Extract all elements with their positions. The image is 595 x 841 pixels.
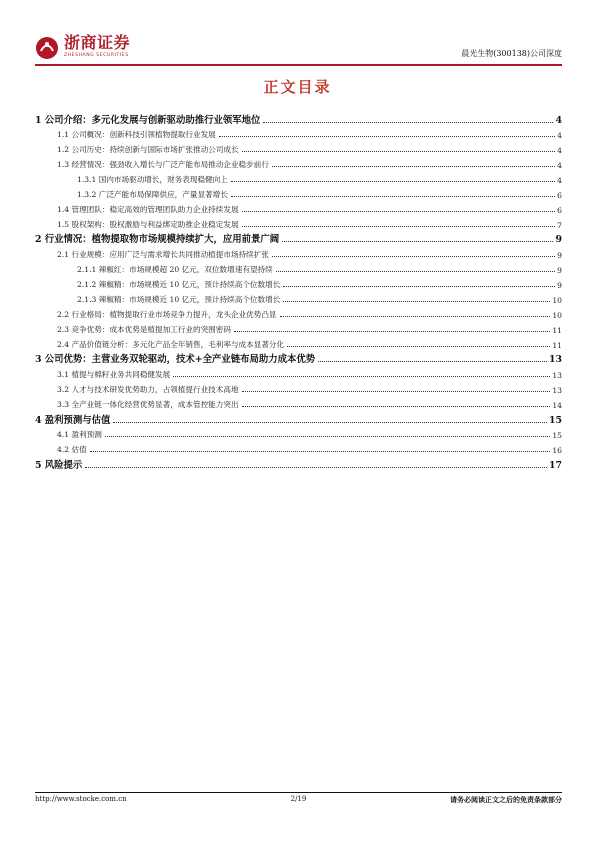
toc-dot-leader xyxy=(85,467,547,468)
toc-dot-leader xyxy=(272,166,555,167)
toc-entry-label: 4.1 盈利预测 xyxy=(57,430,102,440)
toc-dot-leader xyxy=(219,136,555,137)
toc-entry-label: 1.3 经营情况：强劲收入增长与广泛产能布局推动企业稳步前行 xyxy=(57,160,269,170)
toc-entry[interactable] xyxy=(35,335,562,350)
toc-entry-page: 11 xyxy=(552,325,562,335)
toc-entry-label: 2.4 产品价值链分析：多元化产品全年销售，毛利率与成本显著分化 xyxy=(57,339,285,349)
toc-dot-leader xyxy=(242,391,551,392)
toc-entry-label: 1.1 公司概况：创新科技引领植物提取行业发展 xyxy=(57,130,216,140)
toc-entry[interactable] xyxy=(35,426,562,441)
toc-entry-page: 4 xyxy=(557,131,562,141)
toc-dot-leader xyxy=(280,316,551,317)
toc-entry-page: 15 xyxy=(548,414,562,426)
logo-chinese-name: 浙商证券 xyxy=(64,33,131,52)
toc-entry-label: 1.4 管理团队：稳定高效的管理团队助力企业持续发展 xyxy=(57,204,239,214)
toc-entry-label: 1.3.2 广泛产能布局保障供应，产量显著增长 xyxy=(77,190,228,200)
toc-entry-page: 10 xyxy=(552,310,562,320)
toc-entry[interactable] xyxy=(35,350,562,366)
toc-entry-page: 9 xyxy=(555,234,562,246)
toc-entry-label: 1 公司介绍：多元化发展与创新驱动助推行业领军地位 xyxy=(35,114,261,126)
toc-entry-page: 14 xyxy=(552,400,562,410)
toc-entry-page: 10 xyxy=(552,295,562,305)
footer-url-link[interactable]: http://www.stocke.com.cn xyxy=(35,795,127,803)
toc-entry-label: 2.1.1 辣椒红：市场规模超 20 亿元，双位数增速有望持续 xyxy=(77,265,273,275)
toc-dot-leader xyxy=(318,361,547,362)
toc-entry-label: 4.2 估值 xyxy=(57,445,87,455)
toc-entry-label: 3.3 全产业链一体化经营优势显著，成本管控能力突出 xyxy=(57,399,239,409)
toc-entry-page: 4 xyxy=(557,146,562,156)
toc-dot-leader xyxy=(272,256,555,257)
toc-entry[interactable] xyxy=(35,320,562,335)
toc-dot-leader xyxy=(234,331,550,332)
toc-entry[interactable] xyxy=(35,140,562,155)
page-title: 正文目录 xyxy=(263,78,332,96)
toc-entry-page: 9 xyxy=(557,266,562,276)
toc-dot-leader xyxy=(231,196,555,197)
toc-entry[interactable] xyxy=(35,290,562,305)
toc-entry-label: 3.1 植提与棉籽业务共同稳健发展 xyxy=(57,370,171,380)
toc-dot-leader xyxy=(242,211,556,212)
toc-dot-leader xyxy=(283,286,555,287)
toc-entry[interactable] xyxy=(35,230,562,246)
toc-entry-label: 1.3.1 国内市场驱动增长，财务表现稳健向上 xyxy=(77,175,228,185)
toc-dot-leader xyxy=(242,406,551,407)
toc-entry[interactable] xyxy=(35,245,562,260)
document-tag: 晨光生物(300138)公司深度 xyxy=(461,49,562,58)
toc-entry[interactable] xyxy=(35,275,562,290)
toc-entry[interactable] xyxy=(35,305,562,320)
toc-dot-leader xyxy=(282,241,553,242)
toc-entry-label: 3 公司优势：主营业务双轮驱动，技术+全产业链布局助力成本优势 xyxy=(35,354,316,366)
toc-entry-page: 4 xyxy=(557,176,562,186)
toc-entry[interactable] xyxy=(35,260,562,275)
toc-dot-leader xyxy=(263,122,553,123)
toc-entry-page: 13 xyxy=(548,354,562,366)
toc-entry[interactable] xyxy=(35,455,562,471)
toc-dot-leader xyxy=(113,422,547,423)
toc-entry-label: 2 行业情况：植物提取物市场规模持续扩大，应用前景广阔 xyxy=(35,234,280,246)
toc-entry-page: 15 xyxy=(552,431,562,441)
toc-entry[interactable] xyxy=(35,155,562,170)
toc-entry-page: 9 xyxy=(557,281,562,291)
toc-entry-page: 6 xyxy=(557,205,562,215)
toc-entry-label: 2.1 行业规模：应用广泛与需求增长共同推动植提市场持续扩张 xyxy=(57,250,269,260)
toc-entry-label: 5 风险提示 xyxy=(35,459,83,471)
toc-entry-page: 13 xyxy=(552,371,562,381)
toc-dot-leader xyxy=(242,226,556,227)
toc-entry-label: 2.1.2 辣椒精：市场规模近 10 亿元，预计持续高个位数增长 xyxy=(77,280,281,290)
toc-dot-leader xyxy=(287,346,550,347)
toc-entry[interactable] xyxy=(35,126,562,141)
page-header xyxy=(35,34,562,64)
toc-entry-page: 4 xyxy=(557,161,562,171)
toc-entry-page: 7 xyxy=(557,220,562,230)
toc-dot-leader xyxy=(283,301,550,302)
toc-entry-page: 13 xyxy=(552,386,562,396)
toc-entry[interactable] xyxy=(35,110,562,126)
toc-entry[interactable] xyxy=(35,380,562,395)
footer-divider xyxy=(35,792,562,793)
page-number: 2/19 xyxy=(290,795,307,803)
toc-entry-label: 1.5 股权架构：股权激励与利益绑定助推企业稳定发展 xyxy=(57,219,239,229)
logo-icon xyxy=(35,36,59,60)
toc-entry-page: 16 xyxy=(552,446,562,456)
table-of-contents xyxy=(35,110,562,471)
toc-entry[interactable] xyxy=(35,170,562,185)
toc-entry-label: 1.2 公司历史：持续创新与国际市场扩张推动公司成长 xyxy=(57,145,239,155)
toc-entry-page: 6 xyxy=(557,191,562,201)
toc-entry[interactable] xyxy=(35,365,562,380)
toc-entry-label: 2.2 行业格局：植物提取行业市场竞争力提升，龙头企业优势凸显 xyxy=(57,309,277,319)
company-logo xyxy=(35,34,130,64)
toc-dot-leader xyxy=(105,436,550,437)
toc-entry-page: 11 xyxy=(552,340,562,350)
toc-entry-label: 2.3 竞争优势：成本优势是植提加工行业的突围密码 xyxy=(57,324,231,334)
toc-entry-label: 2.1.3 辣椒精：市场规模近 10 亿元，预计持续高个位数增长 xyxy=(77,294,281,304)
toc-entry[interactable] xyxy=(35,440,562,455)
toc-entry[interactable] xyxy=(35,410,562,426)
toc-dot-leader xyxy=(231,181,555,182)
toc-dot-leader xyxy=(90,451,551,452)
header-divider xyxy=(35,64,562,66)
toc-dot-leader xyxy=(276,271,555,272)
footer-disclaimer: 请务必阅读正文之后的免责条款部分 xyxy=(450,795,562,804)
toc-entry-label: 4 盈利预测与估值 xyxy=(35,414,111,426)
logo-english-name: ZHESHANG SECURITIES xyxy=(64,53,129,58)
toc-entry[interactable] xyxy=(35,215,562,230)
toc-dot-leader xyxy=(173,376,550,377)
toc-entry-page: 9 xyxy=(557,251,562,261)
toc-entry-label: 3.2 人才与技术研发优势助力，占领植提行业技术高地 xyxy=(57,385,239,395)
toc-entry-page: 17 xyxy=(548,459,562,471)
toc-entry[interactable] xyxy=(35,200,562,215)
toc-dot-leader xyxy=(242,151,556,152)
toc-entry[interactable] xyxy=(35,185,562,200)
toc-entry-page: 4 xyxy=(555,114,562,126)
toc-entry[interactable] xyxy=(35,395,562,410)
